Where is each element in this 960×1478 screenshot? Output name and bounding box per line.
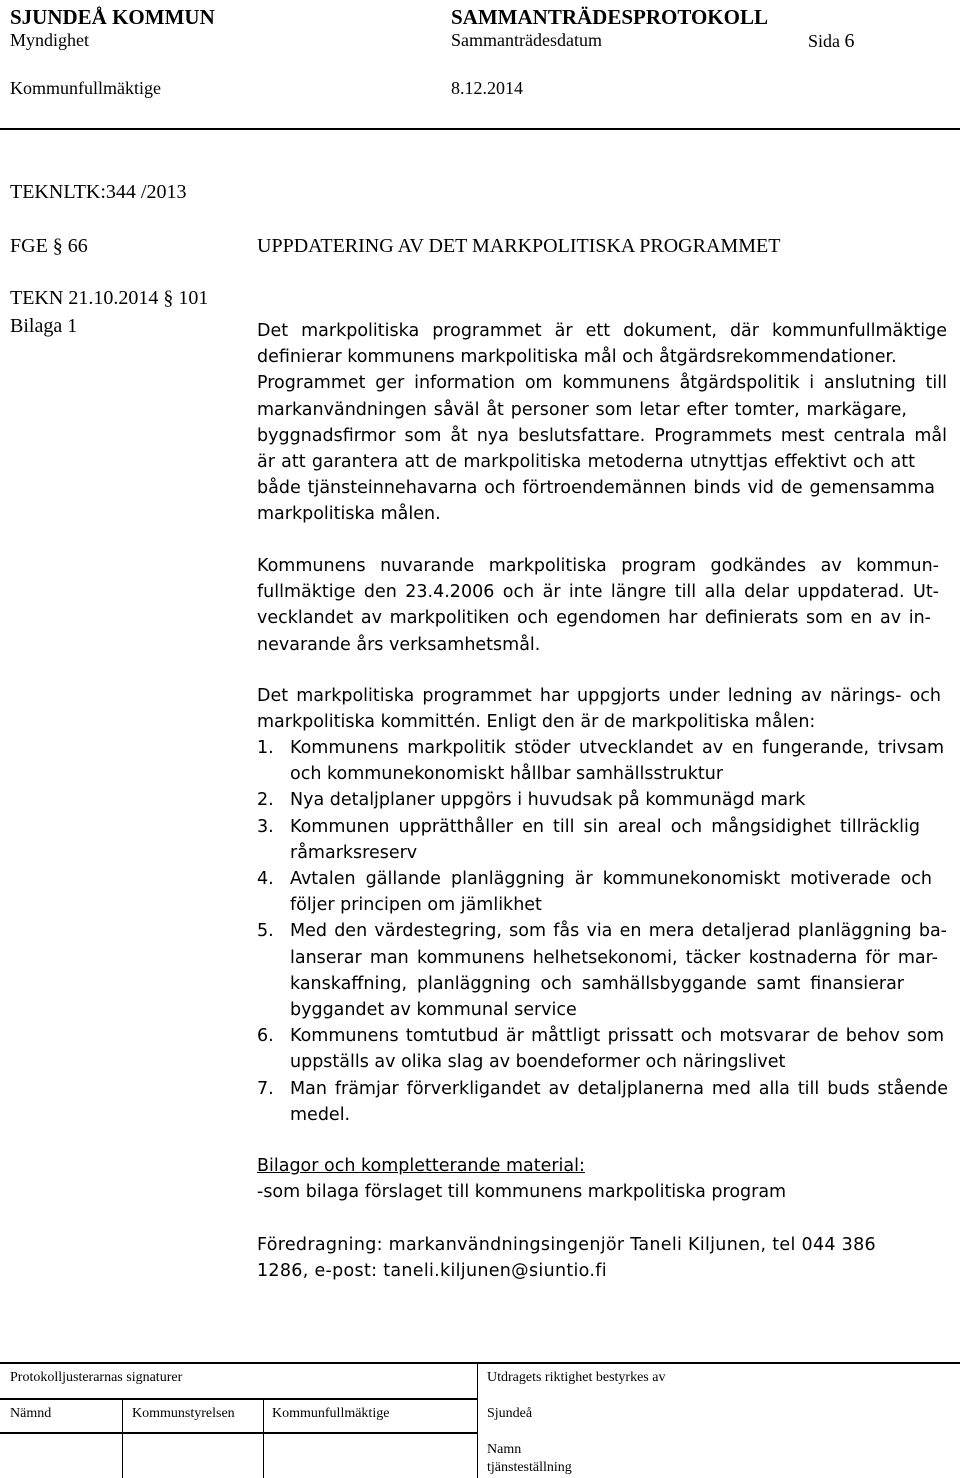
- goal-item: [257, 735, 947, 787]
- footer-divider-line: [122, 1398, 123, 1478]
- goal-item: [257, 866, 947, 918]
- text-line: Kommunens nuvarande markpolitiska program godkändes av kommun-: [257, 556, 939, 576]
- goal-line: Kommunens tomtutbud är måttligt prissatt och motsvarar de behov som: [290, 1026, 944, 1047]
- goal-item: [257, 787, 947, 813]
- goal-number: 6.: [257, 1026, 274, 1047]
- fge-code: FGE: [10, 235, 48, 257]
- footer-name-label: Namn: [487, 1442, 522, 1457]
- date-label: Sammanträdesdatum: [451, 30, 602, 50]
- goal-item: [257, 814, 947, 866]
- text-line: definierar kommunens markpolitiska mål och åtgärdsrekommendationer.: [257, 347, 897, 368]
- footer-divider-line: [477, 1362, 478, 1478]
- goal-number: 7.: [257, 1078, 274, 1099]
- tekn-section: § 101: [163, 287, 209, 309]
- goal-line: Avtalen gällande planläggning är kommunekonomiskt motiverade och: [290, 869, 932, 890]
- footer-col-styrelsen: Kommunstyrelsen: [132, 1406, 235, 1421]
- goal-item: [257, 1023, 947, 1075]
- goal-line: Nya detaljplaner uppgörs i huvudsak på kommunägd mark: [290, 790, 806, 811]
- goal-number: 3.: [257, 816, 274, 837]
- page-indicator: [808, 30, 855, 53]
- attachment-label: Bilaga 1: [10, 315, 78, 337]
- text-line: Det markpolitiska programmet har uppgjorts under ledning av närings- och: [257, 686, 941, 706]
- text-line: vecklandet av markpolitiken och egendomen har definierats som en av in-: [257, 608, 931, 629]
- goal-line: råmarksreserv: [290, 842, 418, 863]
- reference-number: TEKNLTK:344 /2013: [10, 181, 187, 203]
- goal-line: Kommunens markpolitik stöder utvecklandet av en fungerande, trivsam: [290, 738, 944, 758]
- goal-item: [257, 1076, 947, 1128]
- goal-line: kanskaffning, planläggning och samhällsbyggande samt finansierar: [290, 973, 904, 994]
- page-number: 6: [844, 30, 855, 52]
- goal-item: [257, 918, 947, 1023]
- goal-number: 1.: [257, 738, 274, 758]
- text-line: nevarande års verksamhetsmål.: [257, 634, 541, 655]
- meeting-date: 8.12.2014: [451, 78, 523, 98]
- goals-intro-paragraph: [257, 683, 947, 735]
- authority-label: Myndighet: [10, 30, 89, 50]
- goal-line: Kommunen upprätthåller en till sin areal och mångsidighet tillräcklig: [290, 816, 920, 837]
- authority-name: Kommunfullmäktige: [10, 78, 161, 98]
- presenter-contact: 1286, e-post: taneli.kiljunen@siuntio.fi: [257, 1261, 607, 1281]
- footer-divider: [0, 1362, 960, 1364]
- footer-signature-rule: [0, 1432, 477, 1434]
- text-line: markpolitiska målen.: [257, 504, 441, 525]
- text-line: både tjänsteinnehavarna och förtroendemännen binds vid de gemensamma: [257, 478, 935, 499]
- presenter-line: Föredragning: markanvändningsingenjör Taneli Kiljunen, tel 044 386: [257, 1235, 876, 1255]
- tekn-code: TEKN 21.10.2014: [10, 287, 159, 309]
- goal-line: och kommunekonomiskt hållbar samhällsstruktur: [290, 764, 724, 785]
- text-line: Det markpolitiska programmet är ett dokument, där kommunfullmäktige: [257, 321, 947, 341]
- goal-line: byggandet av kommunal service: [290, 1000, 577, 1021]
- goals-list: [257, 735, 947, 1128]
- footer-signature-rule: [0, 1398, 477, 1400]
- fge-section: § 66: [52, 235, 88, 257]
- footer-place: Sjundeå: [487, 1406, 533, 1421]
- goal-line: lanserar man kommunens helhetsekonomi, täcker kostnaderna för mar-: [290, 947, 938, 968]
- footer-divider-line: [263, 1398, 264, 1478]
- text-line: markpolitiska kommittén. Enligt den är de markpolitiska målen:: [257, 712, 816, 733]
- text-line: Programmet ger information om kommunens åtgärdspolitik i anslutning till: [257, 373, 947, 394]
- certified-label: Utdragets riktighet bestyrkes av: [487, 1370, 666, 1385]
- goal-number: 4.: [257, 869, 274, 890]
- text-line: markanvändningen såväl åt personer som letar efter tomter, markägare,: [257, 399, 907, 420]
- document-type: SAMMANTRÄDESPROTOKOLL: [451, 5, 768, 29]
- attachments-heading: Bilagor och kompletterande material:: [257, 1156, 585, 1176]
- intro-paragraph: [257, 318, 947, 528]
- header-divider: [0, 128, 960, 130]
- text-line: fullmäktige den 23.4.2006 och är inte längre till alla delar uppdaterad. Ut-: [257, 582, 939, 603]
- goal-line: uppställs av olika slag av boendeformer och näringslivet: [290, 1052, 786, 1073]
- footer-position-label: tjänsteställning: [487, 1460, 572, 1475]
- municipality-name: SJUNDEÅ KOMMUN: [10, 5, 215, 29]
- section-title: UPPDATERING AV DET MARKPOLITISKA PROGRAMMET: [257, 235, 781, 257]
- goal-line: Man främjar förverkligandet av detaljplanerna med alla till buds stående: [290, 1078, 948, 1099]
- signatures-label: Protokolljusterarnas signaturer: [10, 1370, 183, 1385]
- tekn-reference: [10, 287, 208, 310]
- text-line: är att garantera att de markpolitiska metoderna utnyttjas effektivt och att: [257, 452, 915, 473]
- footer-col-fullmaktige: Kommunfullmäktige: [272, 1406, 390, 1421]
- page-label: Sida: [808, 31, 841, 51]
- goal-line: medel.: [290, 1104, 351, 1125]
- attachments-text: -som bilaga förslaget till kommunens markpolitiska program: [257, 1182, 787, 1202]
- goal-number: 5.: [257, 921, 274, 942]
- footer-col-namnd: Nämnd: [10, 1406, 52, 1421]
- text-line: byggnadsfirmor som åt nya beslutsfattare. Programmets mest centrala mål: [257, 425, 947, 446]
- fge-reference: [10, 235, 88, 258]
- goal-line: Med den värdestegring, som fås via en mera detaljerad planläggning ba-: [290, 921, 947, 942]
- status-paragraph: [257, 553, 947, 658]
- goal-number: 2.: [257, 790, 274, 811]
- goal-line: följer principen om jämlikhet: [290, 895, 542, 916]
